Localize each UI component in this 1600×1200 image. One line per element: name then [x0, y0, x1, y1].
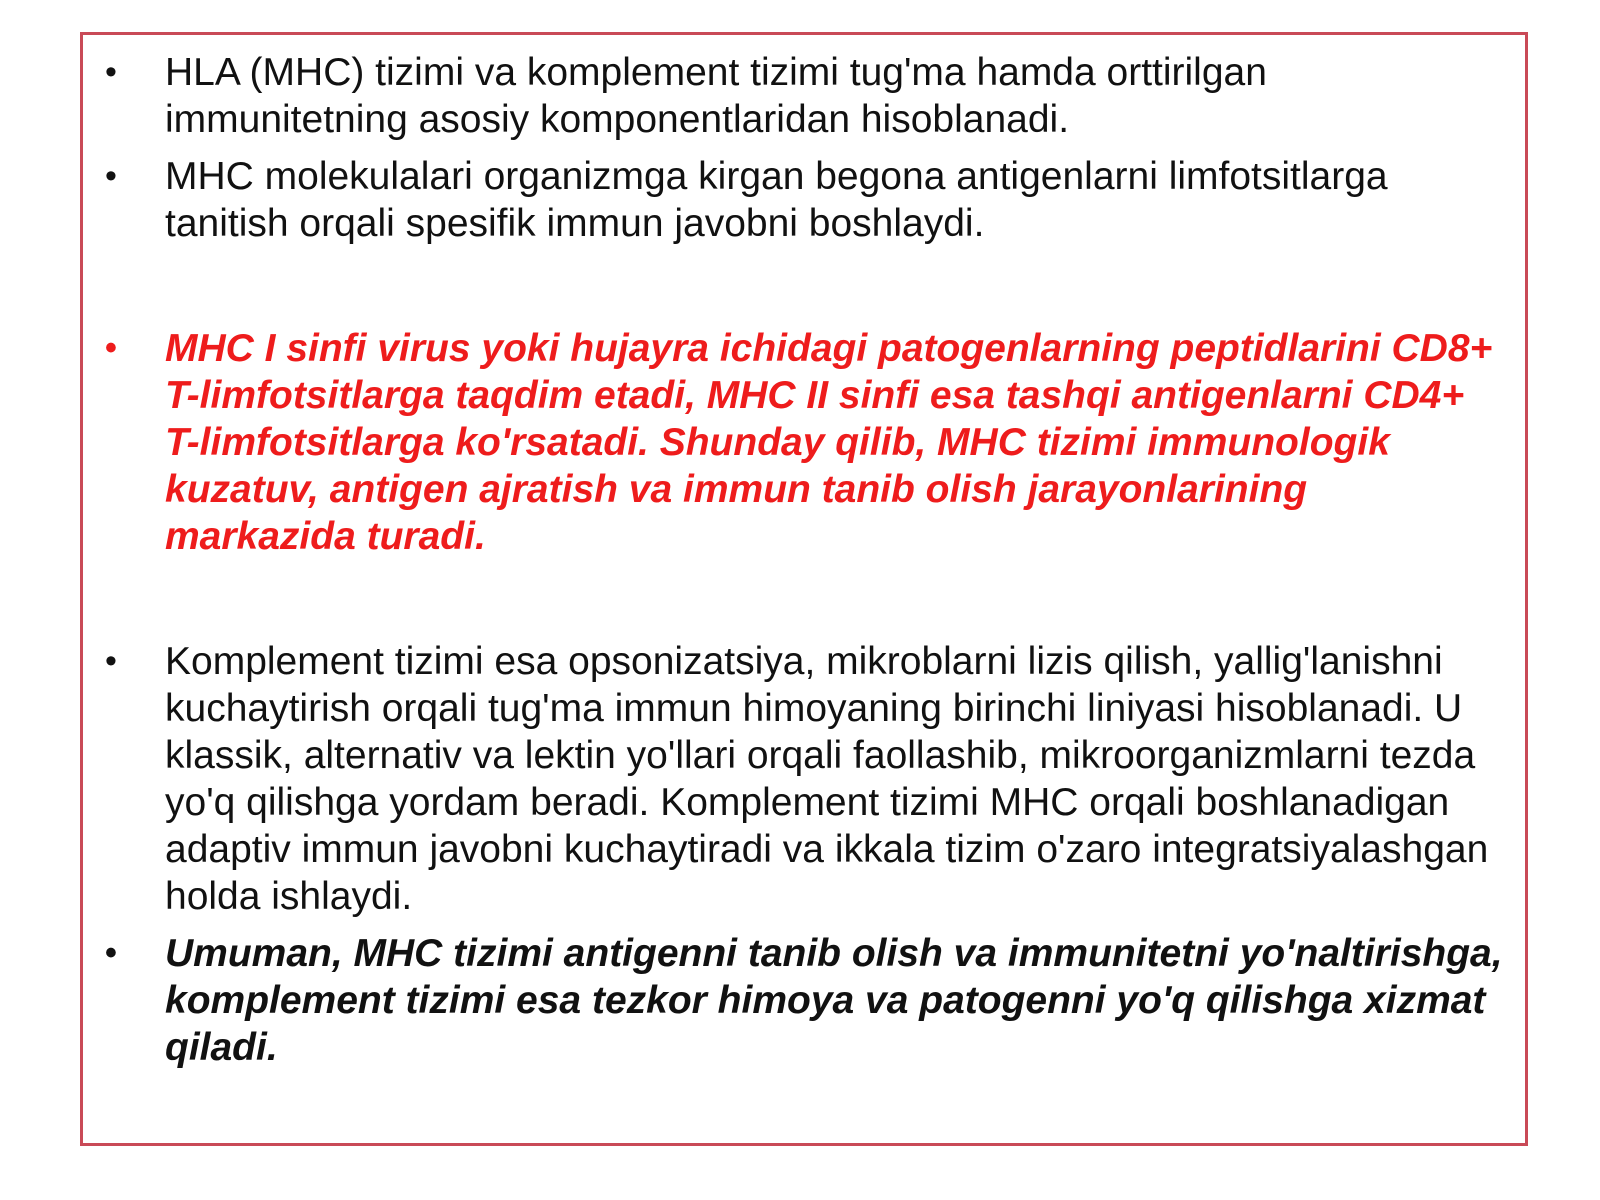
bullet-item-mhc-classes-highlight [105, 325, 1505, 560]
bullet-dot-icon: • [105, 642, 117, 680]
bullet-text: MHC molekulalari organizmga kirgan begona antigenlarni limfotsitlarga tanitish orqali spesifik immun javobni boshlaydi. [165, 155, 1388, 245]
bullet-dot-icon: • [105, 329, 117, 367]
bullet-text: HLA (MHC) tizimi va komplement tizimi tug'ma hamda orttirilgan immunitetning asosiy komponentlaridan hisoblanadi. [165, 51, 1267, 141]
bullet-item-summary [105, 930, 1505, 1071]
bullet-text: Umuman, MHC tizimi antigenni tanib olish va immunitetni yo'naltirishga, komplement tizimi esa tezkor himoya va patogenni yo'q qilishga xizmat qiladi. [165, 932, 1503, 1069]
content-box [80, 32, 1528, 1146]
bullet-dot-icon: • [105, 53, 117, 91]
bullet-item-mhc-molecules [105, 153, 1505, 247]
bullet-text: MHC I sinfi virus yoki hujayra ichidagi patogenlarning peptidlarini CD8+ T-limfotsitlarga taqdim etadi, MHC II sinfi esa tashqi antigenlarni CD4+ T-limfotsitlarga ko'rsatadi. Shunday qilib, MHC tizimi immunologik kuzatuv, antigen ajratish va immun tanib olish jarayonlarining markazida turadi. [165, 327, 1493, 558]
bullet-list [105, 49, 1505, 1071]
bullet-dot-icon: • [105, 157, 117, 195]
bullet-item-complement-system [105, 638, 1505, 920]
bullet-item-hla-mhc [105, 49, 1505, 143]
bullet-dot-icon: • [105, 934, 117, 972]
bullet-text: Komplement tizimi esa opsonizatsiya, mikroblarni lizis qilish, yallig'lanishni kuchaytirish orqali tug'ma immun himoyaning birinchi liniyasi hisoblanadi. U klassik, alternativ va lektin yo'llari orqali faollashib, mikroorganizmlarni tezda yo'q qilishga yordam beradi. Komplement tizimi MHC orqali boshlanadigan adaptiv immun javobni kuchaytiradi va ikkala tizim o'zaro integratsiyalashgan holda ishlaydi. [165, 640, 1489, 918]
